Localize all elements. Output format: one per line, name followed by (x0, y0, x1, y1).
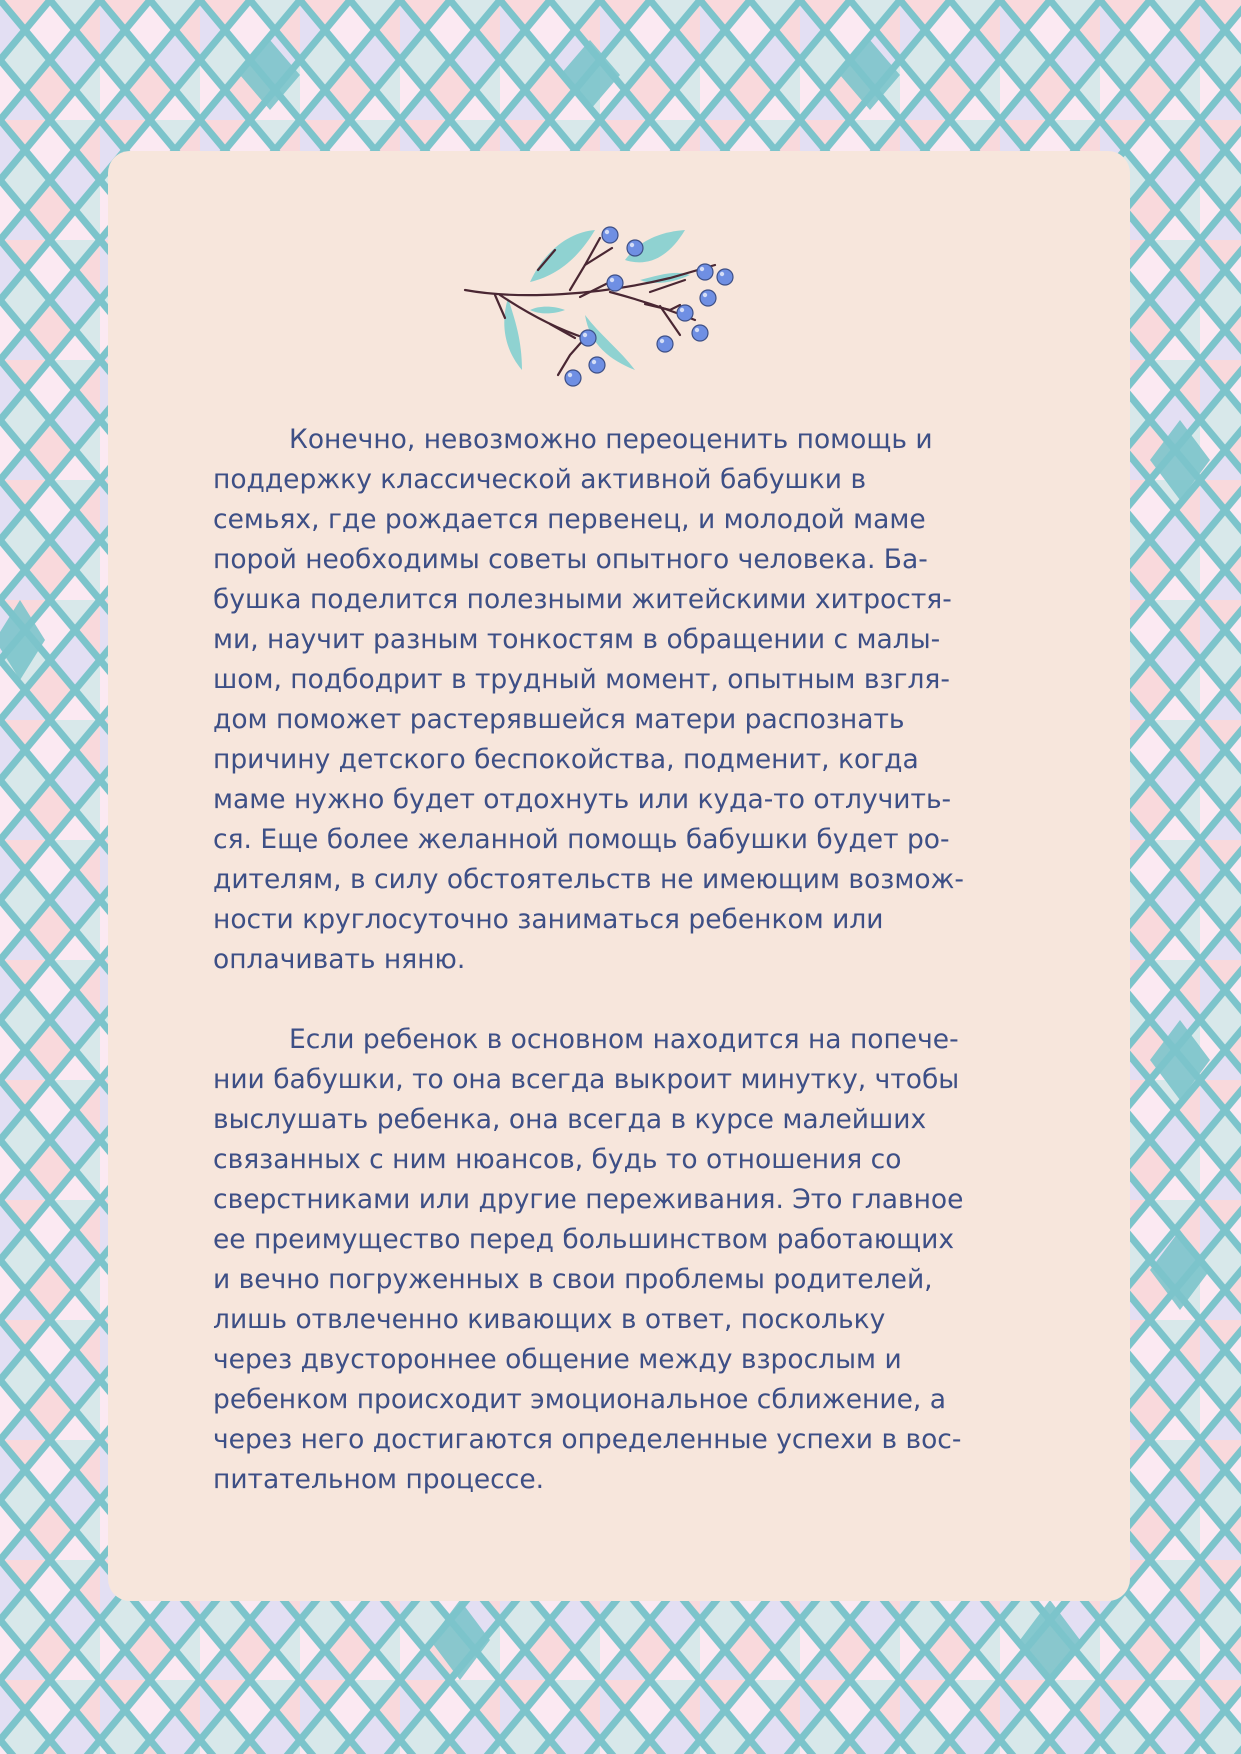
text-line: сверстниками или другие переживания. Это главное (213, 1184, 964, 1215)
paragraph-2 (213, 1020, 1028, 1500)
text-line: через двустороннее общение между взрослым и (213, 1344, 902, 1375)
text-line: ребенком происходит эмоциональное сближение, а (213, 1384, 946, 1415)
article-text (213, 420, 1028, 1540)
text-line: ся. Еще более желанной помощь бабушки будет ро- (213, 824, 950, 855)
berry-branch-icon (460, 220, 760, 390)
text-line: дом поможет растерявшейся матери распознать (213, 704, 905, 735)
text-line: и вечно погруженных в свои проблемы родителей, (213, 1264, 933, 1295)
text-line: нии бабушки, то она всегда выкроит минутку, чтобы (213, 1064, 960, 1095)
text-line: бушка поделится полезными житейскими хитростя- (213, 584, 952, 615)
paragraph-1 (213, 420, 1028, 980)
text-line: выслушать ребенка, она всегда в курсе малейших (213, 1104, 927, 1135)
text-line: ее преимущество перед большинством работающих (213, 1224, 955, 1255)
text-line: причину детского беспокойства, подменит, когда (213, 744, 919, 775)
text-line: дителям, в силу обстоятельств не имеющим возмож- (213, 864, 964, 895)
text-line: маме нужно будет отдохнуть или куда-то отлучить- (213, 784, 952, 815)
text-line: через него достигаются определенные успехи в вос- (213, 1424, 962, 1455)
text-line: шом, подбодрит в трудный момент, опытным взгля- (213, 664, 950, 695)
text-line: поддержку классической активной бабушки в (213, 464, 867, 495)
text-line: ми, научит разным тонкостям в обращении с малы- (213, 624, 941, 655)
text-line: семьях, где рождается первенец, и молодой маме (213, 504, 926, 535)
text-line: связанных с ним нюансов, будь то отношения со (213, 1144, 902, 1175)
text-line: Конечно, невозможно переоценить помощь и (289, 424, 933, 455)
text-line: лишь отвлеченно кивающих в ответ, поскольку (213, 1304, 886, 1335)
text-line: порой необходимы советы опытного человека. Ба- (213, 544, 928, 575)
text-line: Если ребенок в основном находится на попече- (289, 1024, 959, 1055)
text-line: питательном процессе. (213, 1464, 545, 1495)
text-line: оплачивать няню. (213, 944, 466, 975)
text-line: ности круглосуточно заниматься ребенком или (213, 904, 884, 935)
